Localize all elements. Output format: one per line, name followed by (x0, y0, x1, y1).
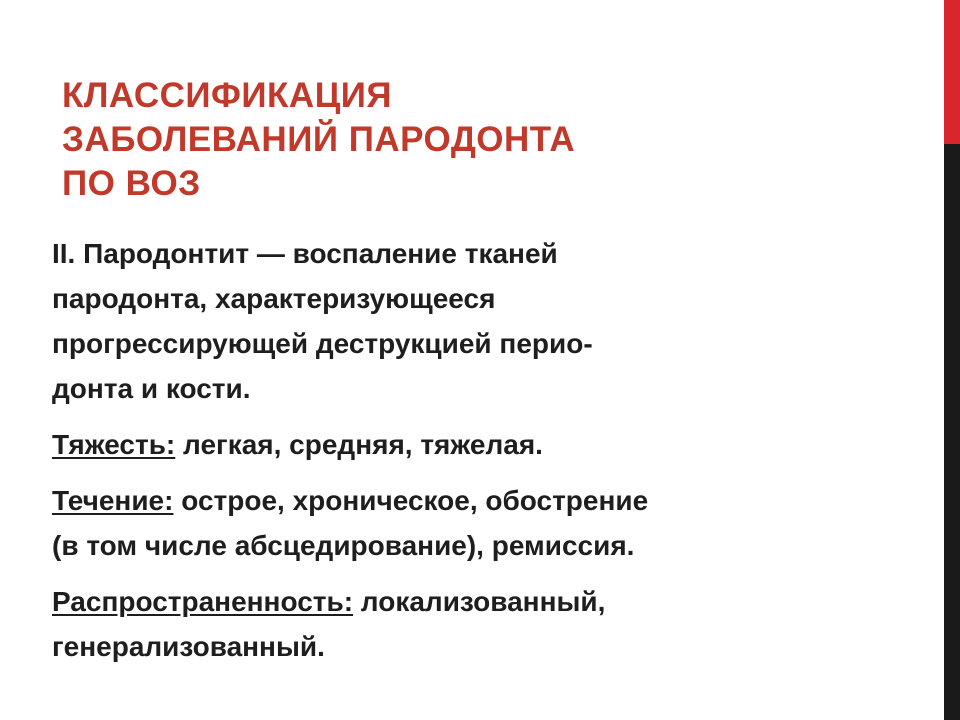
severity-text: легкая, средняя, тяжелая. (175, 429, 543, 460)
definition-paragraph (52, 231, 912, 411)
course-term: Течение: (52, 485, 174, 516)
definition-line: пародонта, характеризующееся (52, 283, 496, 314)
title-line: КЛАССИФИКАЦИЯ (62, 76, 393, 115)
prevalence-term: Распространенность: (52, 586, 354, 617)
title-line: ПО ВОЗ (62, 164, 201, 203)
course-text: острое, хроническое, обострение (173, 485, 649, 516)
prevalence-text: локализованный, (353, 586, 606, 617)
slide-body (52, 231, 912, 680)
definition-line: II. Пародонтит — воспаление тканей (52, 238, 558, 269)
definition-line: прогрессирующей деструкцией перио- (52, 328, 593, 359)
course-continuation: (в том числе абсцедирование), ремиссия. (52, 530, 635, 561)
accent-bar-red (944, 0, 960, 144)
prevalence-paragraph (52, 579, 912, 669)
course-paragraph (52, 478, 912, 568)
definition-line: донта и кости. (52, 373, 251, 404)
severity-line (52, 422, 912, 467)
prevalence-line (52, 579, 912, 624)
severity-term: Тяжесть: (52, 429, 176, 460)
title-line: ЗАБОЛЕВАНИЙ ПАРОДОНТА (62, 120, 576, 159)
course-line (52, 478, 912, 523)
prevalence-continuation: генерализованный. (52, 631, 325, 662)
accent-bar-black (944, 144, 960, 720)
severity-paragraph (52, 422, 912, 467)
slide-title (62, 74, 882, 206)
